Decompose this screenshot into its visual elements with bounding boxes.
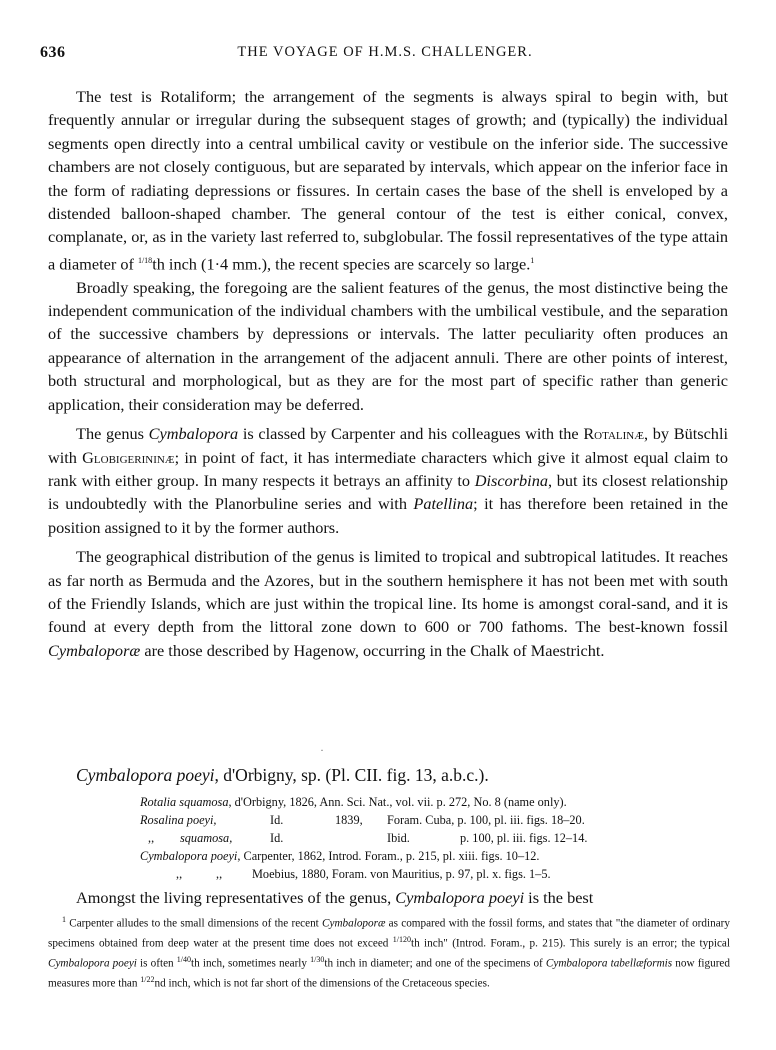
closing-b: is the best bbox=[524, 888, 594, 907]
footnote bbox=[48, 912, 730, 992]
species-reference: , d'Orbigny, sp. (Pl. CII. fig. 13, a.b.c.). bbox=[214, 765, 489, 785]
paragraph-2: Broadly speaking, the foregoing are the salient features of the genus, the most distinctive being the independent communication of the individual chambers with the umbilical vestibule, and the separation of the successive chambers by depressions or intervals. The latter peculiarity often produces an appearance of alternation in the arrangement of the adjacent annuli. There are other points of interest, both structural and morphological, but as they are for the most part of specific rather than generic application, their consideration may be deferred. bbox=[48, 277, 728, 414]
p3-f: ; it has therefore been retained in the position assigned to it by the former authors. bbox=[48, 494, 728, 537]
p3-e: , but its closest relationship is undoubtedly with the Planorbuline series and with bbox=[48, 470, 729, 514]
ditto-mark: ,, bbox=[148, 831, 155, 845]
syn-name: Rotalia squamosa bbox=[140, 795, 229, 809]
fn-a: Carpenter alludes to the small dimensions of the recent bbox=[66, 917, 323, 930]
fn-c: th inch" (Introd. Foram., p. 215). This surely is an error; the typical bbox=[410, 937, 730, 950]
fn-fraction-2: 1/40 bbox=[176, 954, 192, 964]
closing-genus: Cymbalopora poeyi bbox=[395, 888, 525, 907]
fn-f: th inch in diameter; and one of the specimens of bbox=[324, 957, 546, 970]
fn-genus-3: Cymbalopora tabellæformis bbox=[545, 957, 673, 970]
running-title: THE VOYAGE OF H.M.S. CHALLENGER. bbox=[237, 44, 533, 60]
p3-b: is classed by Carpenter and his colleagues with the bbox=[238, 424, 584, 444]
fn-h: nd inch, which is not far short of the dimensions of the Cretaceous species. bbox=[154, 977, 490, 990]
syn-work: Ibid. bbox=[387, 831, 410, 845]
synonymy-line-3 bbox=[140, 829, 680, 847]
body-text bbox=[48, 85, 728, 662]
p4-a: The geographical distribution of the genus is limited to tropical and subtropical latitudes. It reaches as far north as Bermuda and the Azores, but in the southern hemisphere it has not been met with south of the Friendly Islands, which are just within the tropical line. Its home is amongst coral-sand, and it is found at every depth from the littoral zone down to 600 or 700 fathoms. The best-known fossil bbox=[48, 547, 728, 637]
fn-fraction-4: 1/22 bbox=[140, 974, 155, 984]
patellina: Patellina bbox=[413, 494, 474, 514]
syn-ref: Moebius, 1880, Foram. von Mauritius, p. 97, pl. x. figs. 1–5. bbox=[252, 867, 551, 881]
footnote-ref: 1 bbox=[530, 255, 535, 265]
fn-fraction-1: 1/120 bbox=[392, 934, 411, 944]
fraction: 1/18 bbox=[137, 255, 153, 265]
genus-plural: Cymbaloporæ bbox=[48, 640, 141, 660]
synonymy-line-2 bbox=[140, 811, 680, 829]
fn-e: th inch, sometimes nearly bbox=[191, 957, 311, 970]
fn-genus-1: Cymbaloporæ bbox=[322, 917, 386, 930]
p3-d: ; in point of fact, it has intermediate characters which give it almost equal claim to rank with either group. In many respects it betrays an affinity to bbox=[48, 447, 728, 490]
stray-mark: · bbox=[320, 743, 324, 757]
fn-fraction-3: 1/30 bbox=[310, 954, 325, 964]
genus-name: Cymbalopora bbox=[148, 424, 239, 444]
syn-name: Cymbalopora poeyi bbox=[140, 849, 238, 863]
footnote-marker: 1 bbox=[62, 915, 66, 924]
fn-b: as compared with the fossil forms, and states that "the diameter of ordinary specimens obtained from deep water at the present time does not exceed bbox=[48, 917, 730, 950]
paragraph-3 bbox=[48, 422, 728, 539]
syn-ref: , d'Orbigny, 1826, Ann. Sci. Nat., vol. vii. p. 272, No. 8 (name only). bbox=[228, 795, 567, 809]
p3-c: , by Bütschli with bbox=[48, 424, 728, 467]
page-header bbox=[40, 44, 730, 68]
species-heading bbox=[76, 765, 489, 786]
ditto-mark: ,, bbox=[176, 867, 183, 881]
paragraph-4 bbox=[48, 545, 728, 662]
syn-year: 1839, bbox=[335, 813, 363, 827]
ditto-mark: ,, bbox=[216, 867, 223, 881]
synonymy-line-1 bbox=[140, 793, 567, 811]
closing-line bbox=[48, 887, 728, 909]
fn-g: now figured measures more than bbox=[48, 957, 730, 990]
fn-genus-2: Cymbalopora poeyi bbox=[48, 957, 137, 970]
p3-a: The genus bbox=[76, 424, 149, 444]
closing-a: Amongst the living representatives of the genus, bbox=[76, 888, 396, 907]
page-number: 636 bbox=[40, 44, 66, 61]
discorbina: Discorbina bbox=[474, 470, 548, 490]
globigerininae: Globigerininæ bbox=[82, 447, 175, 467]
syn-ref: , Carpenter, 1862, Introd. Foram., p. 215, pl. xiii. figs. 10–12. bbox=[237, 849, 540, 863]
syn-ref: p. 100, pl. iii. figs. 12–14. bbox=[460, 831, 588, 845]
fn-d: is often bbox=[136, 957, 177, 970]
rotalinae: Rotalinæ bbox=[583, 424, 645, 444]
paragraph-1 bbox=[48, 85, 728, 276]
species-name: Cymbalopora poeyi bbox=[76, 765, 215, 785]
syn-name: Rosalina poeyi, bbox=[140, 813, 217, 827]
syn-work: Foram. Cuba, p. 100, pl. iii. figs. 18–20. bbox=[387, 813, 585, 827]
p4-b: are those described by Hagenow, occurring in the Chalk of Maestricht. bbox=[140, 640, 605, 660]
synonymy-line-5 bbox=[140, 865, 700, 883]
syn-name: squamosa, bbox=[180, 831, 233, 845]
paragraph-1-tail: th inch (1·4 mm.), the recent species are scarcely so large. bbox=[152, 254, 531, 274]
syn-author: Id. bbox=[270, 813, 284, 827]
syn-author: Id. bbox=[270, 831, 284, 845]
synonymy-line-4 bbox=[140, 847, 539, 865]
paragraph-1-text: The test is Rotaliform; the arrangement of the segments is always spiral to begin with, but frequently annular or irregular during the subsequent stages of growth; and (typically) the individual segments open directly into a central umbilical cavity or vestibule on the inferior side. The successive chambers are not closely contiguous, but are separated by intervals, which appear on the inferior face in the form of radiating depressions or fissures. In certain cases the base of the shell is enveloped by a distended balloon-shaped chamber. The general contour of the test is either conical, convex, complanate, or, as in the variety last referred to, subglobular. The fossil representatives of the type attain a diameter of bbox=[48, 87, 728, 274]
footnote-text bbox=[48, 912, 730, 992]
